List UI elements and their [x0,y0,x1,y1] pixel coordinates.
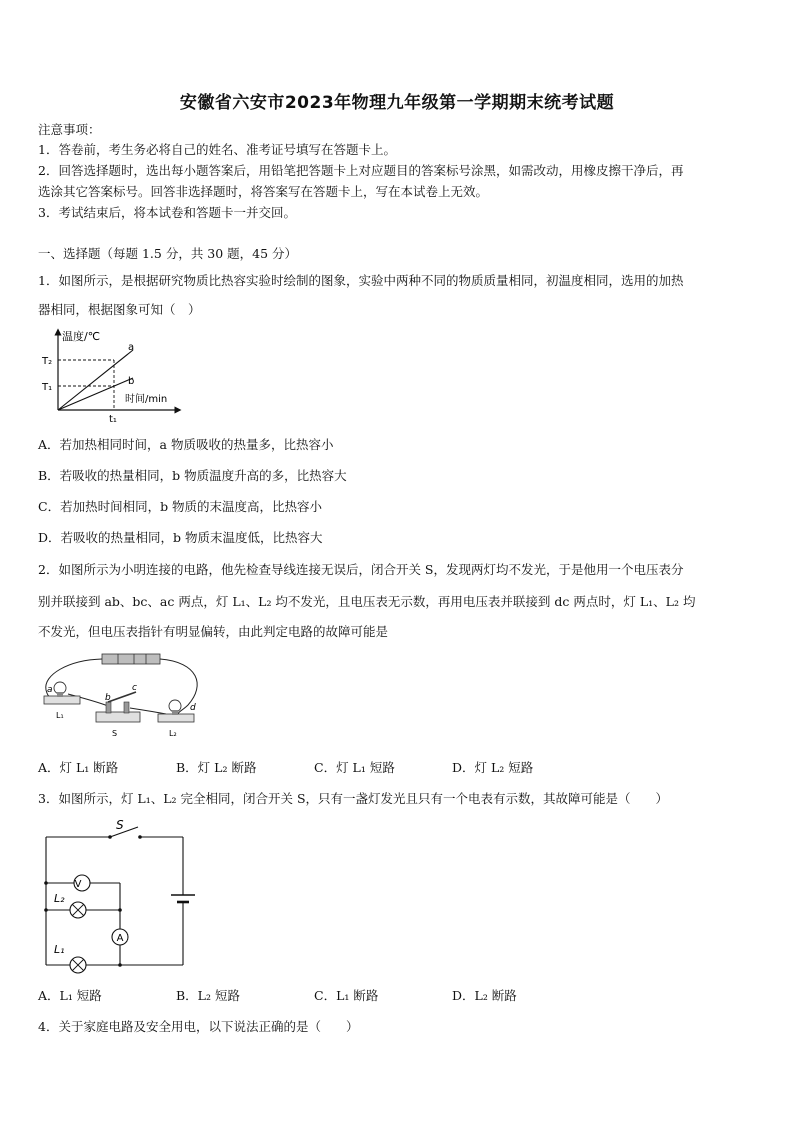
switch-blade [110,827,138,837]
switch-base [96,712,140,722]
q1-stem-line-1: 1．如图所示，是根据研究物质比热容实验时绘制的图象，实验中两种不同的物质质量相同，初温度相同，选用的加热 [38,273,684,288]
point-a-label: a [47,685,53,695]
q2-stem-line-2: 别并联接到 ab、bc、ac 两点，灯 L₁、L₂ 均不发光，且电压表无示数，再用电压表并联接到 dc 两点时，灯 L₁、L₂ 均 [38,594,696,609]
q3-stem: 3．如图所示，灯 L₁、L₂ 完全相同，闭合开关 S，只有一盏灯发光且只有一个电表有示数，其故障可能是（ ） [38,791,669,806]
lamp-l1-label: L₁ [54,943,65,956]
switch-lever [108,692,136,702]
lamp-l1-base [44,696,80,704]
page-title: 安徽省六安市2023年物理九年级第一学期期末统考试题 [179,93,615,113]
q3-option-d: D．L₂ 断路 [452,988,517,1003]
notice-item-2-cont: 选涂其它答案标号。回答非选择题时，将答案写在答题卡上，写在本试卷上无效。 [38,184,489,199]
switch-s-label: S [116,818,124,832]
graph-time-label: t₁ [109,414,117,425]
q3-option-a: A．L₁ 短路 [38,988,102,1003]
graph-t2-label: T₂ [42,356,53,367]
q2-circuit-photo [38,650,213,742]
graph-t1-label: T₁ [42,382,53,393]
notice-item-2: 2．回答选择题时，选出每小题答案后，用铅笔把答题卡上对应题目的答案标号涂黑，如需改动，用橡皮擦干净后，再 [38,163,684,178]
notice-item-3: 3．考试结束后，将本试卷和答题卡一并交回。 [38,205,296,220]
graph-xlabel: 时间/min [125,394,168,405]
voltmeter-label: V [74,879,82,890]
battery-pack [102,654,160,664]
wire [46,659,102,699]
q1-temperature-graph [38,326,183,426]
q2-option-b: B．灯 L₂ 断路 [176,760,257,775]
q3-option-c: C．L₁ 断路 [314,988,379,1003]
graph-ylabel: 温度/℃ [62,330,101,343]
q2-stem-line-3: 不发光，但电压表指针有明显偏转，由此判定电路的故障可能是 [38,624,389,639]
point-d-label: d [190,703,196,713]
switch-label: S [112,729,118,738]
lamp-l2-label: L₂ [54,892,65,905]
q2-stem-line-1: 2．如图所示为小明连接的电路，他先检查导线连接无误后，闭合开关 S，发现两灯均不发光，于是他用一个电压表分 [38,562,684,577]
q1-option-a: A．若加热相同时间，a 物质吸收的热量多，比热容小 [38,437,334,452]
lamp-l2-label: L₂ [169,729,177,738]
line-b [58,378,133,410]
ammeter-label: A [116,933,124,944]
section-heading: 一、选择题（每题 1.5 分，共 30 题，45 分） [38,246,298,261]
q1-option-c: C．若加热时间相同，b 物质的末温度高，比热容小 [38,499,323,514]
notice-item-1: 1．答卷前，考生务必将自己的姓名、准考证号填写在答题卡上。 [38,142,396,157]
q2-option-a: A．灯 L₁ 断路 [38,760,119,775]
q1-option-b: B．若吸收的热量相同，b 物质温度升高的多，比热容大 [38,468,347,483]
point-c-label: c [132,683,137,693]
q2-option-d: D．灯 L₂ 短路 [452,760,534,775]
line-a [58,350,133,410]
q2-option-c: C．灯 L₁ 短路 [314,760,395,775]
lamp-l2-base [158,714,194,722]
graph-line-b-label: b [128,376,135,387]
q1-option-d: D．若吸收的热量相同，b 物质末温度低，比热容大 [38,530,323,545]
lamp-l1-label: L₁ [56,711,64,720]
graph-line-a-label: a [128,342,135,353]
q1-stem-line-2: 器相同，根据图象可知（ ） [38,302,201,317]
q3-circuit-diagram [38,815,198,975]
q3-option-b: B．L₂ 短路 [176,988,240,1003]
notice-heading: 注意事项： [38,122,101,137]
point-b-label: b [105,693,111,703]
q4-stem: 4．关于家庭电路及安全用电，以下说法正确的是（ ） [38,1019,359,1034]
